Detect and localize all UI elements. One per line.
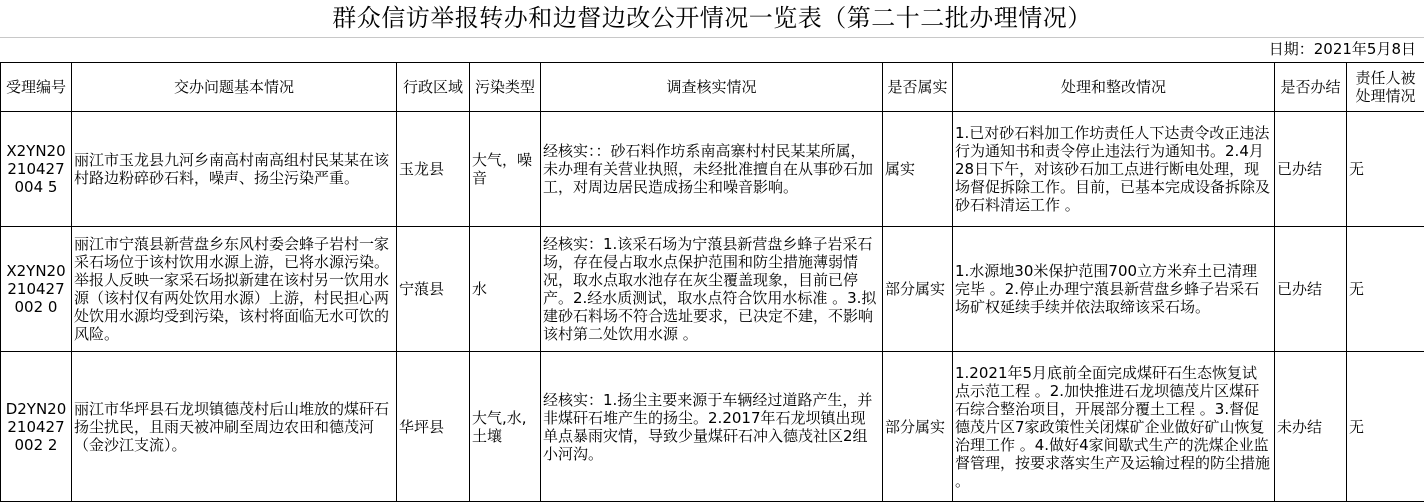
header-region: 行政区域 <box>397 63 470 112</box>
cell-verified: 部分属实 <box>883 227 953 352</box>
cell-handling: 1.水源地30米保护范围700立方米弃土已清理完毕 。2.停止办理宁蒗县新营盘乡蜂子岩采石场矿权延续手续并依法取缔该采石场。 <box>953 227 1275 352</box>
cell-accountability: 无 <box>1347 352 1424 502</box>
cell-handling: 1.已对砂石料加工作坊责任人下达责令改正违法行为通知书和责令停止违法行为通知书。2.4月28日下午，对该砂石加工点进行断电处理，现场督促拆除工作。目前，已基本完成设备拆除及砂石料清运工作 。 <box>953 112 1275 227</box>
cell-region: 宁蒗县 <box>397 227 470 352</box>
cell-closed: 未办结 <box>1275 352 1347 502</box>
cell-region: 华坪县 <box>397 352 470 502</box>
cell-investigation: 经核实：1.扬尘主要来源于车辆经过道路产生，并非煤矸石堆产生的扬尘。2.2017年石龙坝镇出现单点暴雨灾情，导致少量煤矸石冲入德茂社区2组小河沟。 <box>541 352 883 502</box>
header-pollution: 污染类型 <box>470 63 541 112</box>
cell-issue: 丽江市玉龙县九河乡南高村南高组村民某某在该村路边粉碎砂石料，噪声、扬尘污染严重。 <box>72 112 397 227</box>
table-row <box>1 112 1424 227</box>
cell-pollution: 大气,水,土壤 <box>470 352 541 502</box>
divider <box>0 37 1424 38</box>
cell-issue: 丽江市宁蒗县新营盘乡东风村委会蜂子岩村一家采石场位于该村饮用水源上游，已将水源污染。举报人反映一家采石场拟新建在该村另一饮用水源（该村仅有两处饮用水源）上游，村民担心两处饮用水源均受到污染，该村将面临无水可饮的风险。 <box>72 227 397 352</box>
cell-closed: 已办结 <box>1275 227 1347 352</box>
header-accountability: 责任人被处理情况 <box>1347 63 1424 112</box>
header-investigation: 调查核实情况 <box>541 63 883 112</box>
page-title: 群众信访举报转办和边督边改公开情况一览表（第二十二批办理情况） <box>332 4 1092 32</box>
report-date: 日期：2021年5月8日 <box>1268 40 1416 58</box>
header-id: 受理编号 <box>1 63 72 112</box>
table-row <box>1 352 1424 502</box>
cell-investigation: 经核实：：砂石料作坊系南高寨村村民某某所属，未办理有关营业执照，未经批准擅自在从事砂石加工，对周边居民造成扬尘和噪音影响。 <box>541 112 883 227</box>
cell-pollution: 水 <box>470 227 541 352</box>
cell-pollution: 大气，噪音 <box>470 112 541 227</box>
report-table <box>0 62 1424 502</box>
cell-accountability: 无 <box>1347 112 1424 227</box>
cell-accountability: 无 <box>1347 227 1424 352</box>
cell-id: X2YN20210427002 0 <box>1 227 72 352</box>
cell-closed: 已办结 <box>1275 112 1347 227</box>
header-issue: 交办问题基本情况 <box>72 63 397 112</box>
cell-region: 玉龙县 <box>397 112 470 227</box>
cell-verified: 部分属实 <box>883 352 953 502</box>
header-row <box>1 63 1424 112</box>
cell-id: X2YN20210427004 5 <box>1 112 72 227</box>
cell-verified: 属实 <box>883 112 953 227</box>
header-handling: 处理和整改情况 <box>953 63 1275 112</box>
cell-issue: 丽江市华坪县石龙坝镇德茂村后山堆放的煤矸石扬尘扰民，且雨天被冲刷至周边农田和德茂河（金沙江支流）。 <box>72 352 397 502</box>
table-row <box>1 227 1424 352</box>
cell-id: D2YN20210427002 2 <box>1 352 72 502</box>
cell-investigation: 经核实：1.该采石场为宁蒗县新营盘乡蜂子岩采石场，存在侵占取水点保护范围和防尘措施薄弱情况，取水点取水池存在灰尘覆盖现象，目前已停产。2.经水质测试，取水点符合饮用水标准 。3.拟建砂石料场不符合选址要求，已决定不建，不影响该村第二处饮用水源 。 <box>541 227 883 352</box>
header-closed: 是否办结 <box>1275 63 1347 112</box>
cell-handling: 1.2021年5月底前全面完成煤矸石生态恢复试点示范工程 。2.加快推进石龙坝德茂片区煤矸石综合整治项目，开展部分覆土工程 。3.督促德茂片区7家政策性关闭煤矿企业做好矿山恢复治理工作 。4.做好4家间歇式生产的洗煤企业监督管理，按要求落实生产及运输过程的防尘措施 。 <box>953 352 1275 502</box>
header-verified: 是否属实 <box>883 63 953 112</box>
